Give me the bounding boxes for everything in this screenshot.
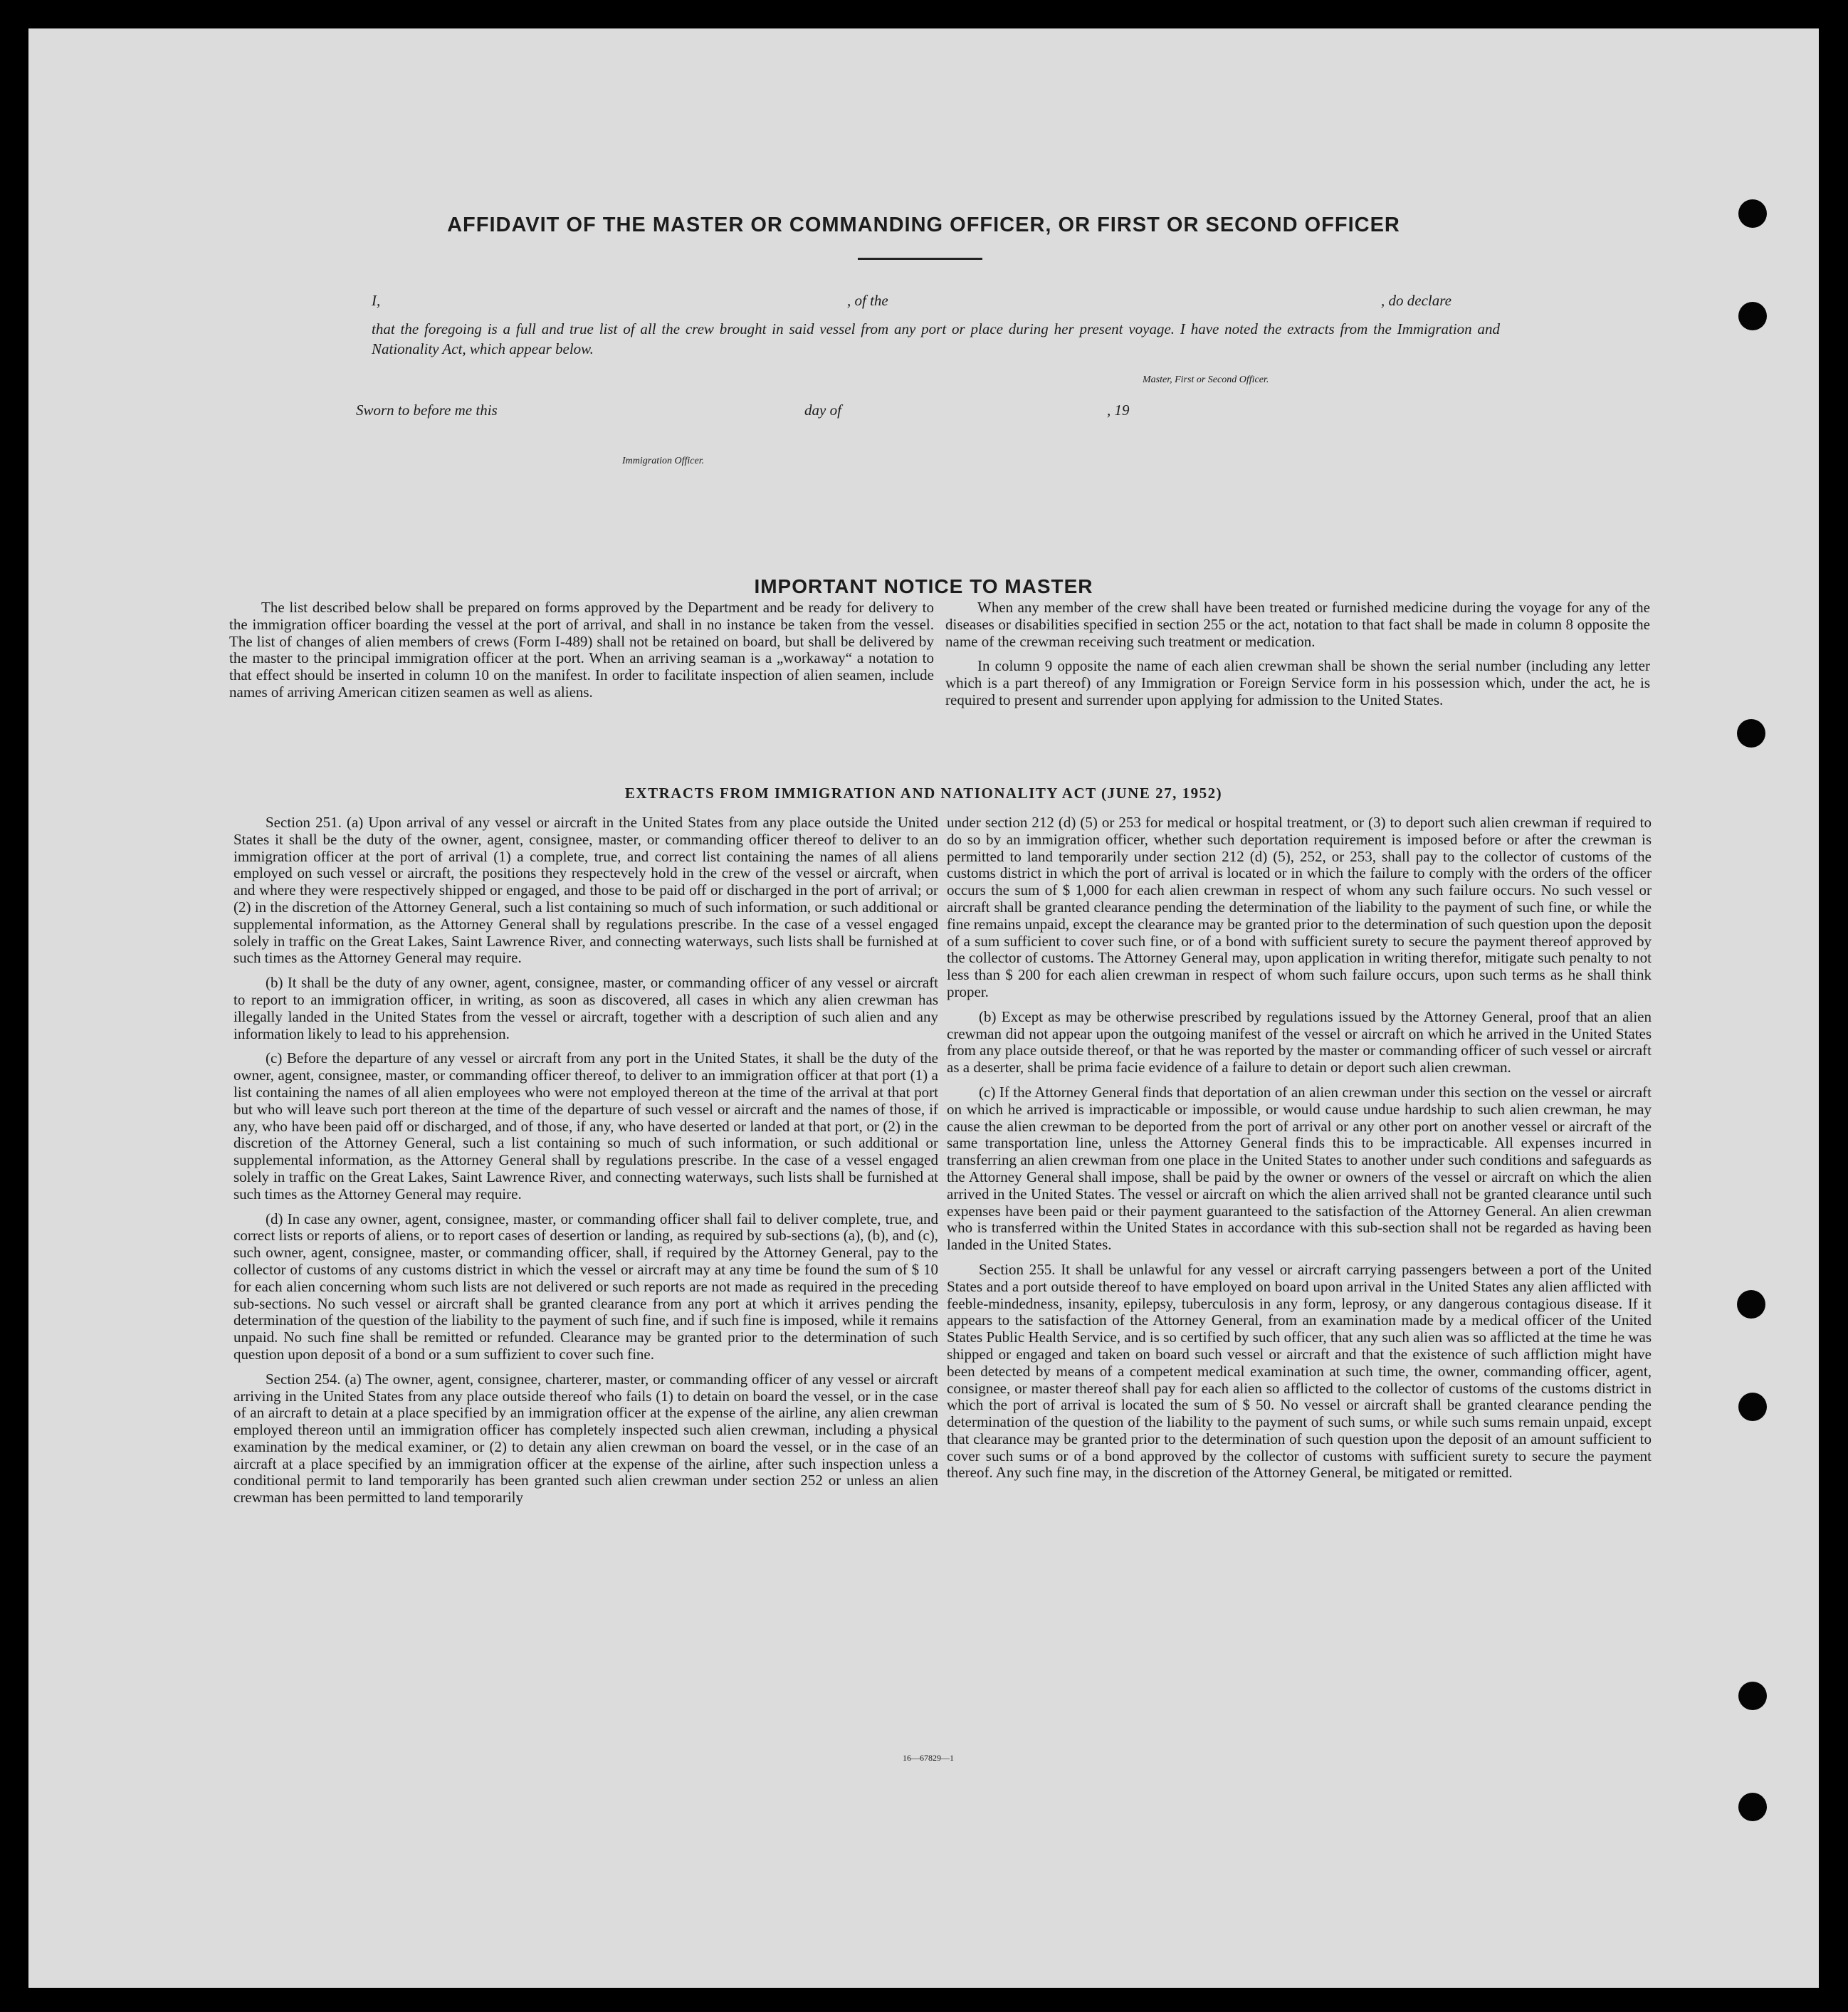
punch-hole (1738, 1393, 1767, 1421)
extracts-title: EXTRACTS FROM IMMIGRATION AND NATIONALITY ACT (JUNE 27, 1952) (624, 785, 1223, 802)
notice-right-column (945, 599, 1650, 717)
master-caption: Master, First or Second Officer. (1143, 374, 1269, 385)
punch-hole (1738, 1793, 1767, 1821)
notice-title: IMPORTANT NOTICE TO MASTER (754, 575, 1093, 597)
notice-right-paragraph: When any member of the crew shall have been treated or furnished medicine during the voyage for any of the diseases or disabilities specified in section 255 or the act, notation to that fact shall be made in column 8 opposite the name of the crewman receiving such treatment or medication. (945, 599, 1650, 650)
affidavit-field-i: I, (372, 292, 381, 309)
notice-left-paragraph: The list described below shall be prepared on forms approved by the Department and be ready for delivery to the immigration officer boarding the vessel at the port of arrival, and shall in no instance be taken from the vessel. The list of changes of alien members of crews (Form I-489) shall not be retained on board, but shall be delivered by the master to the principal immigration officer at the port. When an arriving seaman is a „workaway“ a notation to that effect should be inserted in column 10 on the manifest. In order to facilitate inspection of alien seamen, include names of arriving American citizen seamen as well as aliens. (229, 599, 934, 701)
sworn-label: Sworn to before me this (356, 402, 498, 419)
section-paragraph: under section 212 (d) (5) or 253 for medical or hospital treatment, or (3) to deport such alien crewman if required to do so by an immigration officer, whether such deportation requirement is imposed before or after the crewman is permitted to land temporarily under section 212 (d) (5), 252, or 253, shall pay to the collector of customs of the customs district in which the port of arrival is located or in which the failure to comply with the orders of the officer occurs the sum of $ 1,000 for each alien crewman in respect of whom any such failure occurs. No such vessel or aircraft shall be granted clearance pending the determination of the liability to the payment of such fine, or while the fine remains unpaid, except the clearance may be granted prior to the determination of such question upon the deposit of a sum sufficient to cover such fine, or of a bond with sufficient surety to secure the payment thereof approved by the collector of customs. The Attorney General may, upon application in writing therefor, mitigate such penalty to not less than $ 200 for each alien crewman in respect of whom such failure occurs, upon such terms as he shall think proper. (947, 814, 1652, 1000)
extracts-left-column (233, 814, 938, 1514)
affidavit-field-of-the: , of the (847, 292, 888, 309)
section-paragraph: Section 254. (a) The owner, agent, consignee, charterer, master, or commanding officer of any vessel or aircraft arriving in the United States from any place outside thereof who fails (1) to detain on board the vessel, or in the case of an aircraft to detain at a place specified by an immigration officer at the expense of the airline, any alien crewman employed thereon until an immigration officer has completely inspected such alien crewman, including a physical examination by the medical examiner, or (2) to detain any alien crewman on board the vessel, or in the case of an aircraft at a place specified by an immigration officer at the expense of the airline, after such inspection unless a conditional permit to land temporarily has been granted such alien crewman under section 252 or unless an alien crewman has been permitted to land temporarily (233, 1370, 938, 1507)
officer-caption: Immigration Officer. (622, 456, 705, 466)
punch-hole (1738, 302, 1767, 330)
section-paragraph: (d) In case any owner, agent, consignee, master, or commanding officer shall fail to deliver complete, true, and correct lists or reports of aliens, or to report cases of desertion or landing, as required by sub-sections (a), (b), and (c), such owner, agent, consignee, master, or commanding officer, shall, if required by the Attorney General, pay to the collector of customs of any customs district in which the vessel or aircraft may at any time be found the sum of $ 10 for each alien concerning whom such lists are not delivered or such reports are not made as required in the preceding sub-sections. No such vessel or aircraft shall be granted clearance from any port at which it arrives pending the determination of the question of the liability to the payment of such fine, and if such fine is imposed, while it remains unpaid. No such fine shall be remitted or refunded. Clearance may be granted prior to the determination of such question upon deposit of a bond or a sum suffizient to cover such fine. (233, 1210, 938, 1363)
extracts-right-column (947, 814, 1652, 1489)
notice-left-column (229, 599, 934, 709)
title-rule (858, 258, 982, 260)
section-paragraph: Section 255. It shall be unlawful for any vessel or aircraft carrying passengers between a port of the United States and a port outside thereof to have employed on board upon arrival in the United States any alien afflicted with feeble-mindedness, insanity, epilepsy, tuberculosis in any form, leprosy, or any dangerous contagious disease. If it appears to the satisfaction of the Attorney General, from an examination made by a medical officer of the United States Public Health Service, and is so certified by such officer, that any such alien was so afflicted at the time he was shipped or engaged and taken on board such vessel or aircraft and that the existence of such affliction might have been detected by means of a competent medical examination at such time, the owner, commanding officer, agent, consignee, or master thereof shall pay for each alien so afflicted to the collector of customs of the customs district in which the port of arrival is located the sum of $ 50. No vessel or aircraft shall be granted clearance pending the determination of the question of the liability to the payment of such sums, or while such sums remain unpaid, except that clearance may be granted prior to the determination of such question upon the deposit of an amount sufficient to cover such sums or of a bond approved by the collector of customs with sufficient surety to secure the payment thereof. Any such fine may, in the discretion of the Attorney General, be mitigated or remitted. (947, 1260, 1652, 1482)
punch-hole (1737, 1290, 1765, 1319)
form-number: 16—67829—1 (903, 1753, 954, 1763)
affidavit-title: AFFIDAVIT OF THE MASTER OR COMMANDING OFFICER, OR FIRST OR SECOND OFFICER (447, 214, 1400, 236)
year-label: , 19 (1107, 402, 1130, 419)
section-paragraph: (c) If the Attorney General finds that deportation of an alien crewman under this section on the vessel or aircraft on which he arrived is impracticable or impossible, or would cause undue hardship to such alien crewman, he may cause the alien crewman to be deported from the port of arrival or any other port on another vessel or aircraft of the same transportation line, unless the Attorney General finds this to be impracticable. All expenses incurred in transferring an alien crewman from one place in the United States to another under such conditions and safeguards as the Attorney General shall impose, shall be paid by the owner or owners of the vessel or aircraft on which the alien arrived in the United States. The vessel or aircraft on which the alien arrived shall not be granted clearance until such expenses have been paid or their payment guaranteed to the satisfaction of the Attorney General. An alien crewman who is transferred within the United States in accordance with this sub-section shall not be regarded as having been landed in the United States. (947, 1083, 1652, 1254)
day-of-label: day of (804, 402, 841, 419)
punch-hole (1738, 1682, 1767, 1710)
section-paragraph: Section 251. (a) Upon arrival of any vessel or aircraft in the United States from any place outside the United States it shall be the duty of the owner, agent, consignee, master, or commanding officer thereof to deliver to an immigration officer at the port of arrival (1) a complete, true, and correct list containing the names of all aliens employed on such vessel or aircraft, the positions they respectevely hold in the crew of the vessel or aircraft, when and where they were respectively shipped or engaged, and those to be paid off or discharged in the port of arrival; or (2) in the discretion of the Attorney General, such a list containing so much of such information, or such additional or supplemental information, as the Attorney General shall by regulations prescribe. In the case of a vessel engaged solely in traffic on the Great Lakes, Saint Lawrence River, and connecting waterways, such lists shall be furnished at such times as the Attorney General may require. (233, 814, 938, 967)
affidavit-field-do-declare: , do declare (1381, 292, 1451, 309)
notice-right-paragraph: In column 9 opposite the name of each alien crewman shall be shown the serial number (including any letter which is a part thereof) of any Immigration or Foreign Service form in his possession which, under the act, he is required to present and surrender upon applying for admission to the United States. (945, 657, 1650, 708)
section-paragraph: (b) Except as may be otherwise prescribed by regulations issued by the Attorney General, proof that an alien crewman did not appear upon the outgoing manifest of the vessel or aircraft on which he arrived in the United States from any place outside thereof, or that he was reported by the master or commanding officer of such vessel or aircraft as a deserter, shall be prima facie evidence of a failure to detain or deport such alien crewman. (947, 1007, 1652, 1076)
declaration-text: that the foregoing is a full and true list of all the crew brought in said vessel from any port or place during her present voyage. I have noted the extracts from the Immigration and Nationality Act, which appear below. (372, 320, 1500, 357)
document-page (28, 28, 1819, 1988)
punch-hole (1737, 719, 1765, 748)
section-paragraph: (c) Before the departure of any vessel or aircraft from any port in the United States, it shall be the duty of the owner, agent, consignee, master, or commanding officer thereof, to deliver to an immigration officer at that port (1) a list containing the names of all alien employees who were not employed thereon at the time of the arrival at that port but who will leave such port thereon at the time of the departure of such vessel or aircraft and the names of those, if any, who have been paid off or discharged, and of those, if any, who have deserted or landed at that port, or (2) in the discretion of the Attorney General, such a list containing so much of such information, or such additional or supplemental information, as the Attorney General shall by regulations prescribe. In the case of a vessel engaged solely in traffic on the Great Lakes, Saint Lawrence River, and connecting waterways, such lists shall be furnished at such times as the Attorney General may require. (233, 1049, 938, 1203)
section-paragraph: (b) It shall be the duty of any owner, agent, consignee, master, or commanding officer of any vessel or aircraft to report to an immigration officer, in writing, as soon as discovered, all cases in which any alien crewman has illegally landed in the United States from the vessel or aircraft, together with a description of such alien and any information likely to lead to his apprehension. (233, 974, 938, 1042)
